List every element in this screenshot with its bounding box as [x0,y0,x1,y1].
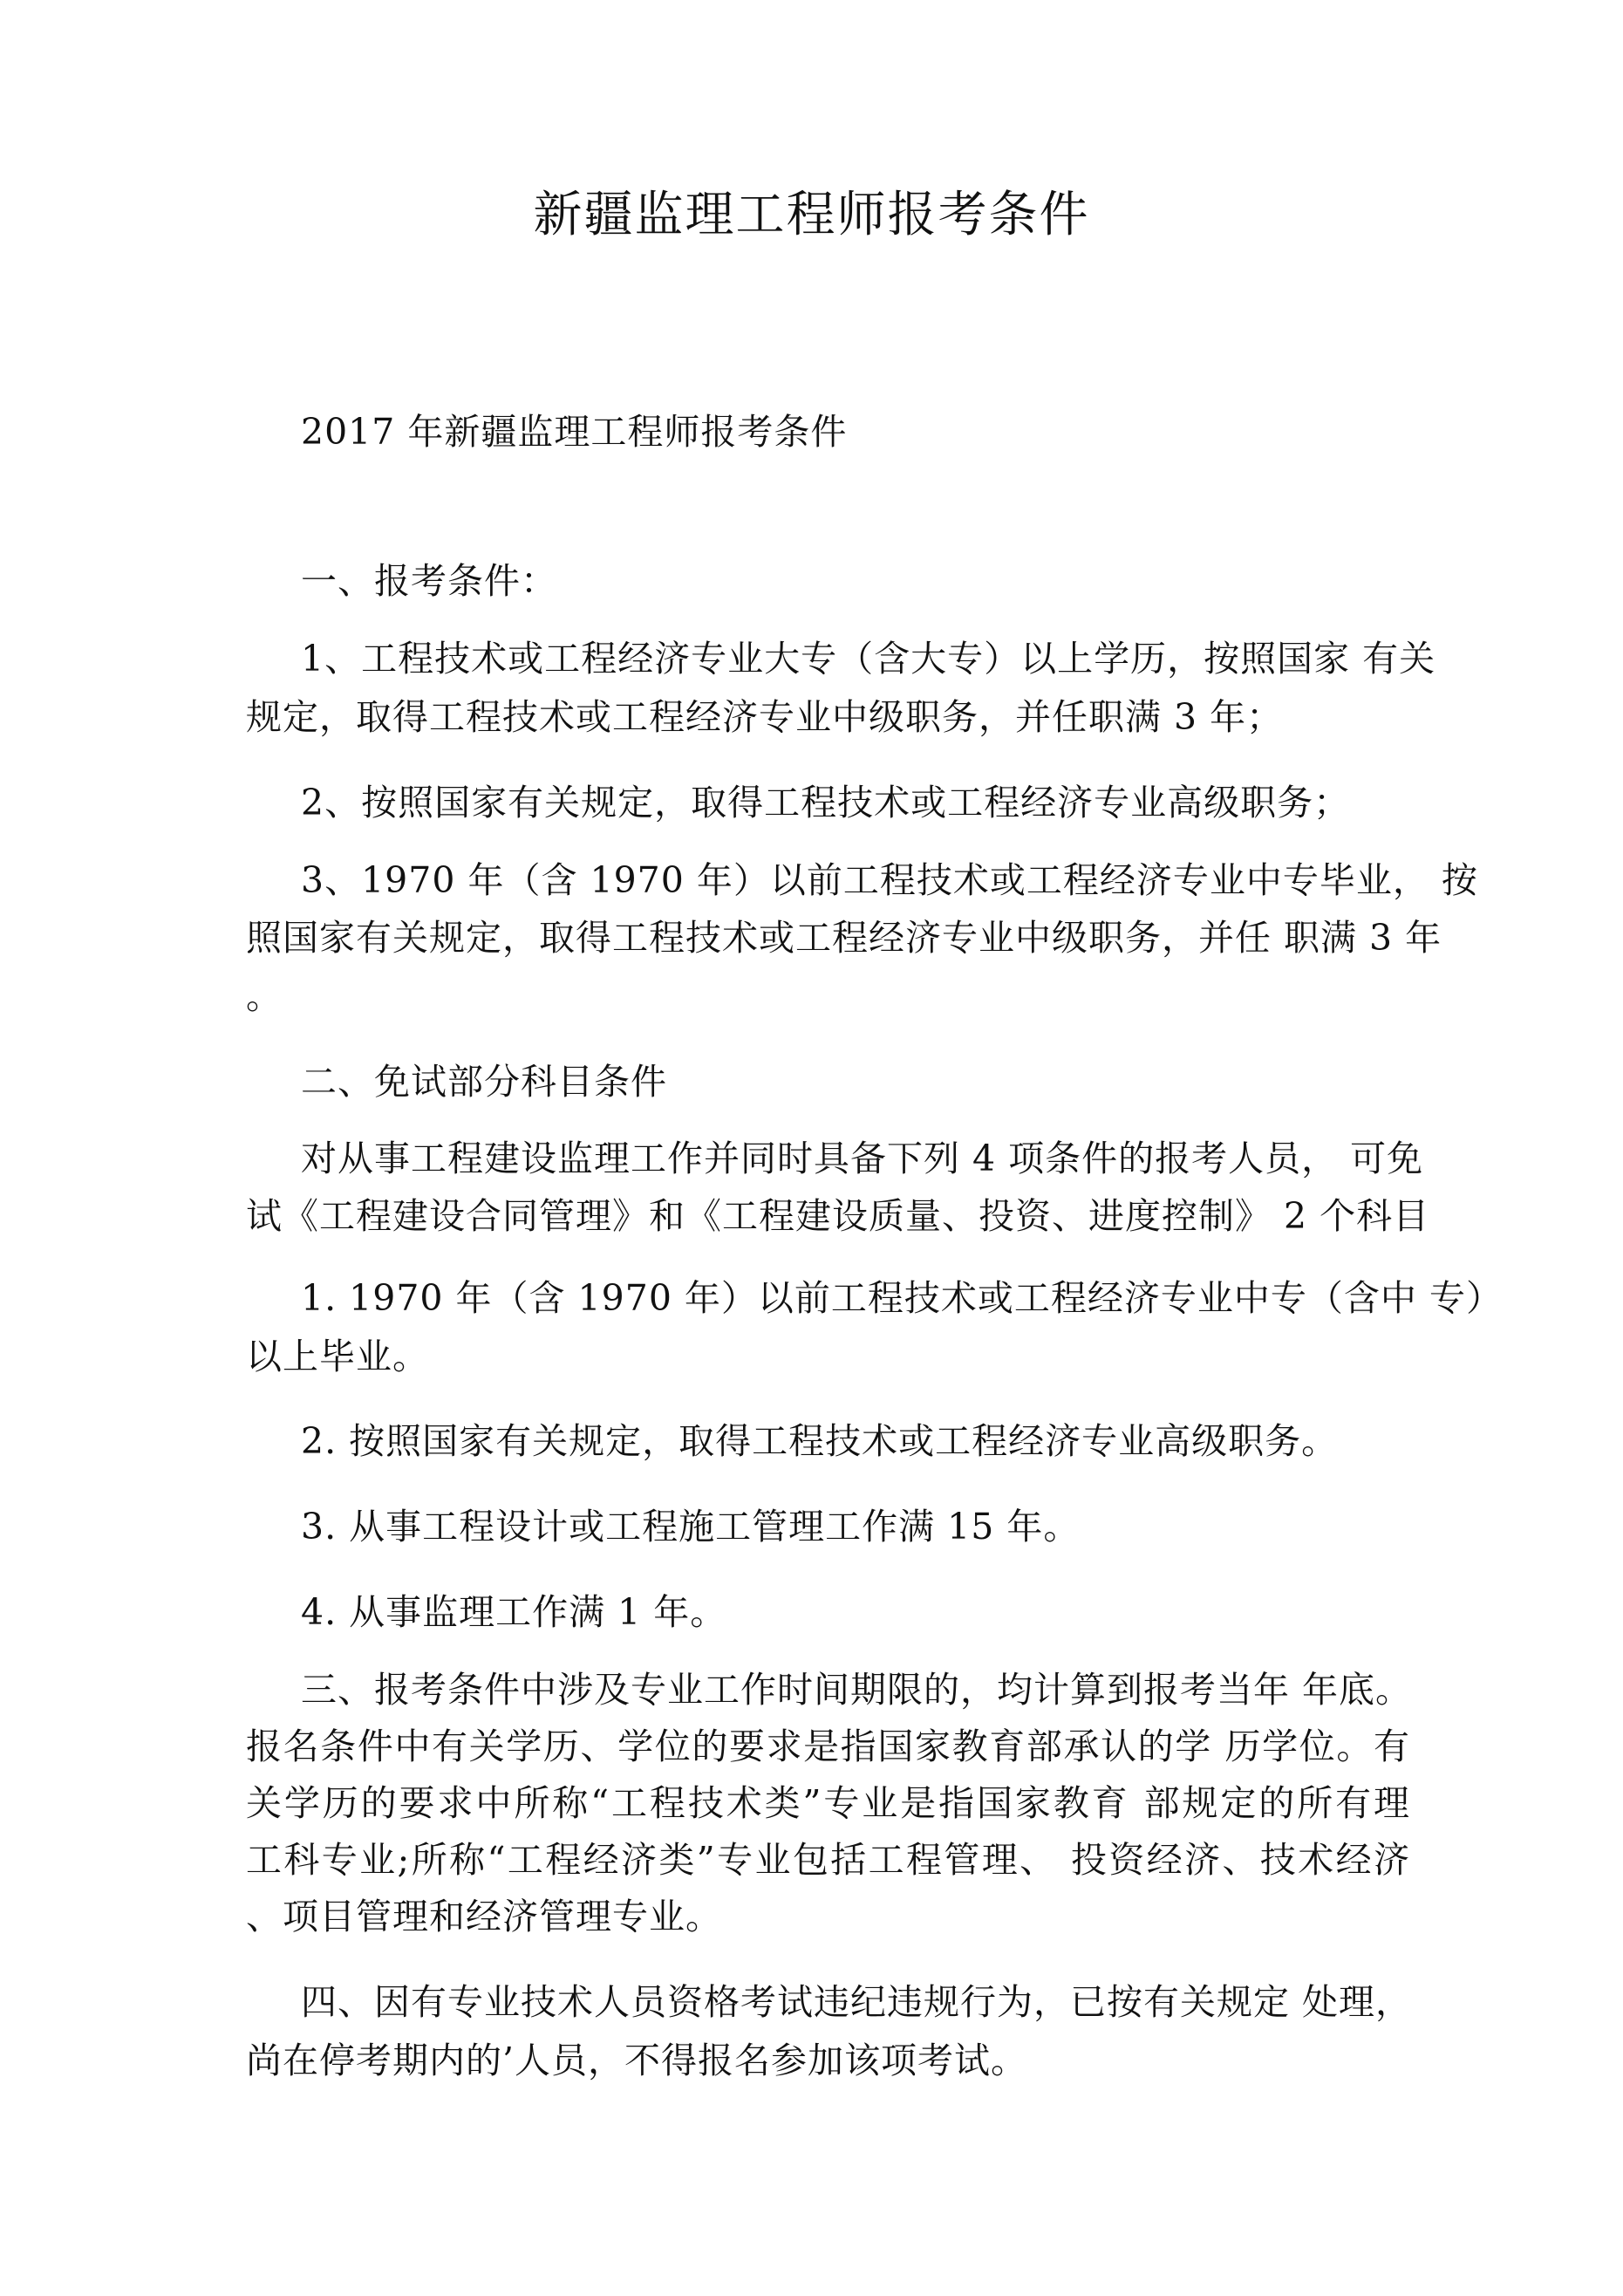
text-line: 。 [246,975,283,1017]
text-line: 、项目管理和经济管理专业。 [246,1896,722,1937]
text-line: 1、工程技术或工程经济专业大专（含大专）以上学历，按照国家 有关 [301,638,1436,680]
section-2-condition-3: 3. 从事工程设计或工程施工管理工作满 15 年。 [301,1506,1081,1548]
text-line: 对从事工程建设监理工作并同时具备下列 4 项条件的报考人员， 可免 [301,1138,1424,1179]
text-line: 报名条件中有关学历、学位的要求是指国家教育部承认的学 历学位。有 [246,1725,1410,1767]
section-1-item-1 [246,634,1436,683]
section-2-intro [246,1134,1430,1240]
text-line: 3、1970 年（含 1970 年）以前工程技术或工程经济专业中专毕业， 按 [301,859,1478,901]
section-1-item-3 [246,856,1478,962]
section-2-condition-2: 2. 按照国家有关规定，取得工程技术或工程经济专业高级职务。 [301,1420,1339,1462]
text-line: 1. 1970 年（含 1970 年）以前工程技术或工程经济专业中专（含中 专） [301,1277,1503,1319]
text-line: 以上毕业。 [246,1336,429,1377]
text-line: 照国家有关规定，取得工程技术或工程经济专业中级职务，并任 职满 3 年 [246,917,1442,959]
text-line: 尚在停考期内的’人员，不得报名参加该项考试。 [246,2040,1028,2081]
section-4-paragraph [246,1978,1413,2026]
text-line: 工科专业;所称“工程经济类”专业包括工程管理、 投资经济、技术经济 [246,1839,1410,1881]
text-line: 试《工程建设合同管理》和《工程建设质量、投资、进度控制》 2 个科目 [246,1195,1430,1237]
section-2-heading: 二、免试部分科目条件 [301,1061,667,1103]
section-2-condition-1 [246,1274,1503,1322]
text-line: 三、报考条件中涉及专业工作时间期限的，均计算到报考当年 年底。 [301,1669,1413,1711]
section-3-paragraph [246,1665,1413,1884]
section-1-heading: 一、报考条件： [301,560,557,602]
section-1-item-2: 2、按照国家有关规定，取得工程技术或工程经济专业高级职务； [301,782,1351,823]
text-line: 规定，取得工程技术或工程经济专业中级职务，并任职满 3 年； [246,696,1284,738]
text-line: 四、因有专业技术人员资格考试违纪违规行为，已按有关规定 处理， [301,1981,1413,2023]
text-line: 关学历的要求中所称“工程技术类”专业是指国家教育 部规定的所有理 [246,1782,1410,1824]
document-title: 新疆监理工程师报考条件 [533,187,1090,243]
document-subtitle: 2017 年新疆监理工程师报考条件 [301,411,848,453]
section-2-condition-4: 4. 从事监理工作满 1 年。 [301,1591,727,1633]
